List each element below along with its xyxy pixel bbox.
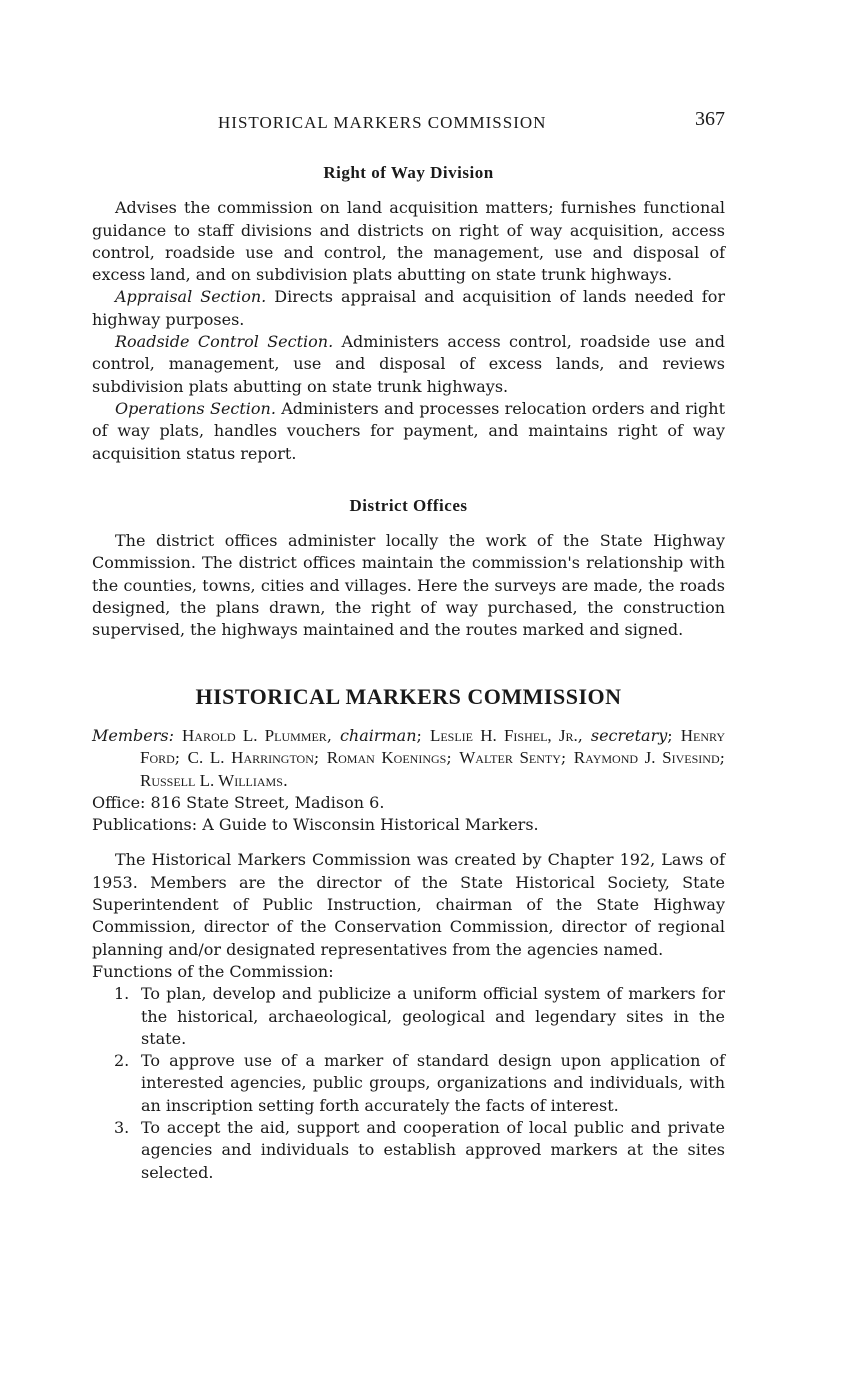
operations-section-label: Operations Section. xyxy=(115,398,276,418)
list-item-text: To accept the aid, support and cooperation of local public and private agencies and individuals to establish approved markers at the sites selected. xyxy=(141,1117,725,1182)
operations-section-paragraph xyxy=(92,398,725,465)
list-item-number: 1. xyxy=(114,984,130,1004)
roadside-control-label: Roadside Control Section. xyxy=(115,332,334,352)
member-name: Roman Koenings xyxy=(326,748,447,768)
member-separator: ; xyxy=(446,748,460,768)
member-name: Raymond J. Sivesind xyxy=(573,748,720,768)
running-title: HISTORICAL MARKERS COMMISSION xyxy=(218,113,547,132)
member-separator: ; xyxy=(174,748,188,768)
appraisal-section-text: Directs appraisal and acquisition of lands needed for highway purposes. xyxy=(92,287,725,329)
functions-label: Functions of the Commission: xyxy=(92,961,334,981)
list-item xyxy=(92,1050,725,1117)
section-heading-district-offices: District Offices xyxy=(349,495,468,515)
member-name: C. L. Harrington xyxy=(187,748,314,768)
list-item-text: To approve use of a marker of standard design upon application of interested agencies, public groups, organizations and individuals, with an inscription setting forth accurately the facts of interest. xyxy=(141,1051,725,1115)
list-item-number: 2. xyxy=(114,1051,130,1071)
page-number: 367 xyxy=(695,108,725,130)
member-name: Leslie H. Fishel, Jr. xyxy=(429,725,578,745)
office-address: Office: 816 State Street, Madison 6. xyxy=(92,792,385,812)
paragraph-gap xyxy=(92,836,725,849)
member-separator: . xyxy=(282,770,288,790)
functions-list xyxy=(92,983,725,1184)
appraisal-section-paragraph xyxy=(92,286,725,331)
member-separator: ; xyxy=(313,748,327,768)
member-separator: ; xyxy=(667,725,681,745)
right-of-way-intro: Advises the commission on land acquisition matters; furnishes functional guidance to staff divisions and districts on right of way acquisition, access control, roadside use and control, the management, use and disposal of excess land, and on subdivision plats abutting on state trunk highways. xyxy=(92,198,725,285)
member-separator: ; xyxy=(719,748,726,768)
document-page xyxy=(92,108,725,1184)
member-role: chairman xyxy=(339,725,417,745)
member-separator: ; xyxy=(416,725,430,745)
list-item xyxy=(92,1117,725,1184)
member-name: Walter Senty xyxy=(459,748,561,768)
right-of-way-section xyxy=(92,162,725,465)
member-separator: ; xyxy=(560,748,574,768)
member-name: Henry Ford xyxy=(140,725,725,768)
list-item xyxy=(92,983,725,1050)
district-offices-text: The district offices administer locally the work of the State Highway Commission. The district offices maintain the commission's relationship with the counties, towns, cities and villages. Here the surveys are made, the roads designed, the plans drawn, the right of way purchased, the construction supervised, the highways maintained and the routes marked and signed. xyxy=(92,531,725,640)
section-heading-right-of-way: Right of Way Division xyxy=(323,163,494,182)
list-item-number: 3. xyxy=(114,1117,130,1137)
members-list: Members: Harold L. Plummer, chairman; Leslie H. Fishel, Jr., secretary; Henry Ford; C. L. Harrington; Roman Koenings; Walter Senty; Raymond J. Sivesind; Russell L. Williams. xyxy=(92,725,726,790)
roadside-control-text: Administers access control, roadside use and control, management, use and disposal of excess lands, and reviews subdivision plats abutting on state trunk highways. xyxy=(92,332,726,396)
list-item-text: To plan, develop and publicize a uniform official system of markers for the historical, archaeological, geological and legendary sites in the state. xyxy=(141,984,725,1048)
member-role: secretary xyxy=(590,725,668,745)
commission-description: The Historical Markers Commission was created by Chapter 192, Laws of 1953. Members are the director of the State Historical Society, State Superintendent of Public Instruction, chairman of the State Highway Commission, director of the Conservation Commission, director of regional planning and/or designated representatives from the agencies named. xyxy=(92,850,725,959)
members-label: Members: xyxy=(92,725,174,745)
publications: Publications: A Guide to Wisconsin Historical Markers. xyxy=(92,815,539,835)
running-header xyxy=(92,108,725,138)
roadside-control-paragraph xyxy=(92,331,725,398)
operations-section-text: Administers and processes relocation orders and right of way plats, handles vouchers for payment, and maintains right of way acquisition status report. xyxy=(92,398,726,463)
appraisal-section-label: Appraisal Section. xyxy=(115,287,267,307)
district-offices-section xyxy=(92,495,725,642)
historical-markers-section xyxy=(92,683,726,1184)
member-name: Harold L. Plummer xyxy=(182,725,327,745)
member-name: Russell L. Williams xyxy=(140,770,283,790)
commission-heading: HISTORICAL MARKERS COMMISSION xyxy=(195,683,622,709)
